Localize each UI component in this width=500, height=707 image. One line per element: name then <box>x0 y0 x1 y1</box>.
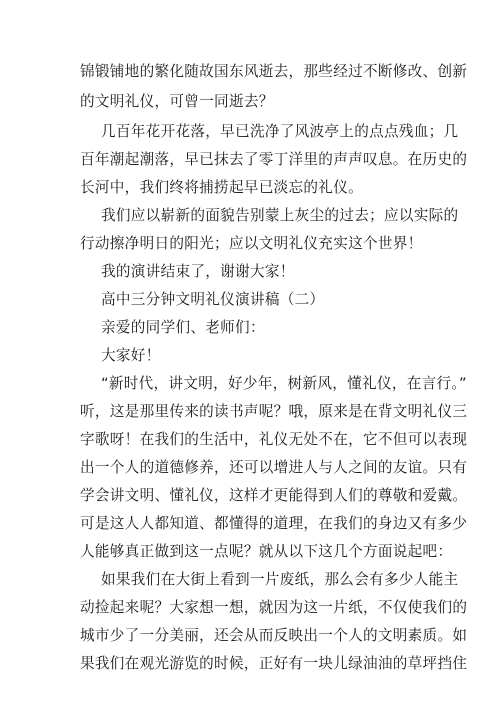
text-line: 果我们在观光游览的时候，正好有一块儿绿油油的草坪挡住 <box>80 655 468 672</box>
text-line: 学会讲文明、懂礼仪，这样才更能得到人们的尊敬和爱戴。 <box>80 487 468 504</box>
text-line: 听，这是那里传来的读书声呢？哦，原来是在背文明礼仪三 <box>80 403 468 420</box>
section-heading: 高中三分钟文明礼仪演讲稿（二） <box>101 291 325 308</box>
text-line: 的文明礼仪，可曾一同逝去？ <box>80 93 274 110</box>
text-line: 出一个人的道德修养，还可以增进人与人之间的友谊。只有 <box>80 459 468 476</box>
greeting: 大家好！ <box>101 347 161 364</box>
text-line: 可是这人人都知道、都懂得的道理，在我们的身边又有多少 <box>80 515 468 532</box>
salutation: 亲爱的同学们、老师们： <box>101 319 265 336</box>
text-line: 我们应以崭新的面貌告别蒙上灰尘的过去；应以实际的 <box>101 207 459 224</box>
text-line: 行动擦净明日的阳光；应以文明礼仪充实这个世界！ <box>80 235 423 252</box>
text-line: 动捡起来呢？大家想一想，就因为这一片纸，不仅使我们的 <box>80 599 468 616</box>
text-line: 人能够真正做到这一点呢？就从以下这几个方面说起吧： <box>80 543 453 560</box>
text-line: 如果我们在大街上看到一片废纸，那么会有多少人能主 <box>101 571 459 588</box>
text-line: “新时代，讲文明，好少年，树新风，懂礼仪，在言行。” <box>101 375 467 392</box>
text-line: 字歌呀！在我们的生活中，礼仪无处不在，它不但可以表现 <box>80 431 468 448</box>
text-line: 长河中，我们终将捕捞起早已淡忘的礼仪。 <box>80 179 363 196</box>
text-line: 我的演讲结束了，谢谢大家！ <box>101 263 295 280</box>
text-line: 锦锻铺地的繁化随故国东风逝去，那些经过不断修改、创新 <box>80 63 468 80</box>
text-line: 几百年花开花落，早已洗净了风波亭上的点点残血；几 <box>101 123 459 140</box>
text-line: 城市少了一分美丽，还会从而反映出一个人的文明素质。如 <box>80 627 468 644</box>
text-line: 百年潮起潮落，早已抹去了零丁洋里的声声叹息。在历史的 <box>80 151 468 168</box>
